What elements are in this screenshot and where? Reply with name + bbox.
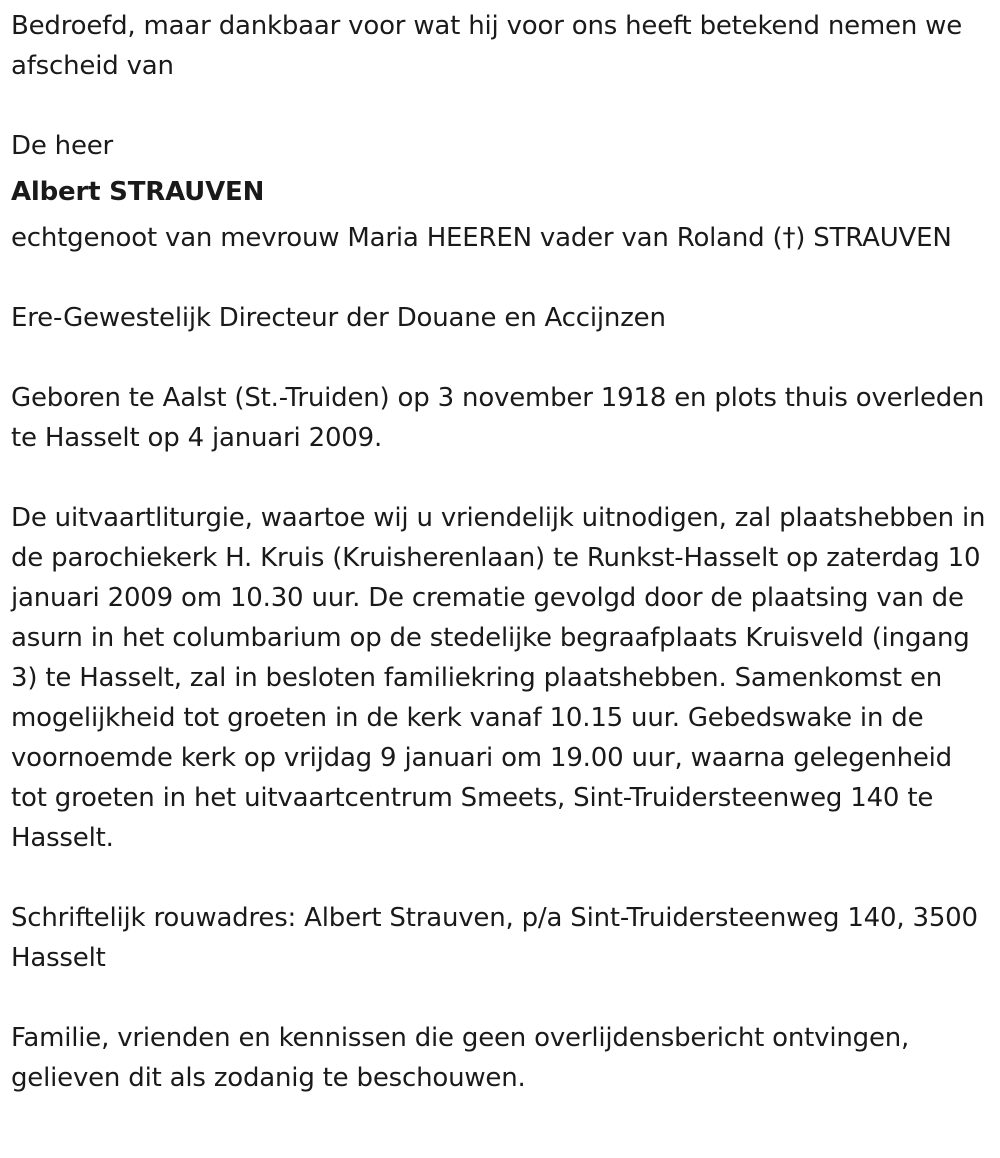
relations-text: echtgenoot van mevrouw Maria HEEREN vader van Roland (†) STRAUVEN: [11, 223, 952, 253]
closing-text: Familie, vrienden en kennissen die geen overlijdensbericht ontvingen, gelieven dit als zodanig te beschouwen.: [11, 1023, 910, 1093]
honorary-title: Ere-Gewestelijk Directeur der Douane en Accijnzen: [11, 303, 666, 333]
death-notice: [11, 6, 995, 1098]
salutation: De heer: [11, 131, 114, 161]
mourning-address: Schriftelijk rouwadres: Albert Strauven, p/a Sint-Truidersteenweg 140, 3500 Hasselt: [11, 903, 978, 973]
intro-text: Bedroefd, maar dankbaar voor wat hij voor ons heeft betekend nemen we afscheid van: [11, 11, 963, 81]
birth-death-text: Geboren te Aalst (St.-Truiden) op 3 november 1918 en plots thuis overleden te Hasselt op 4 januari 2009.: [11, 383, 985, 453]
funeral-details: De uitvaartliturgie, waartoe wij u vriendelijk uitnodigen, zal plaatshebben in de parochiekerk H. Kruis (Kruisherenlaan) te Runkst-Hasselt op zaterdag 10 januari 2009 om 10.30 uur. De crematie gevolgd door de plaatsing van de asurn in het columbarium op de stedelijke begraafplaats Kruisveld (ingang 3) te Hasselt, zal in besloten familiekring plaatshebben. Samenkomst en mogelijkheid tot groeten in de kerk vanaf 10.15 uur. Gebedswake in de voornoemde kerk op vrijdag 9 januari om 19.00 uur, waarna gelegenheid tot groeten in het uitvaartcentrum Smeets, Sint-Truidersteenweg 140 te Hasselt.: [11, 503, 986, 853]
deceased-name: Albert STRAUVEN: [11, 177, 265, 207]
